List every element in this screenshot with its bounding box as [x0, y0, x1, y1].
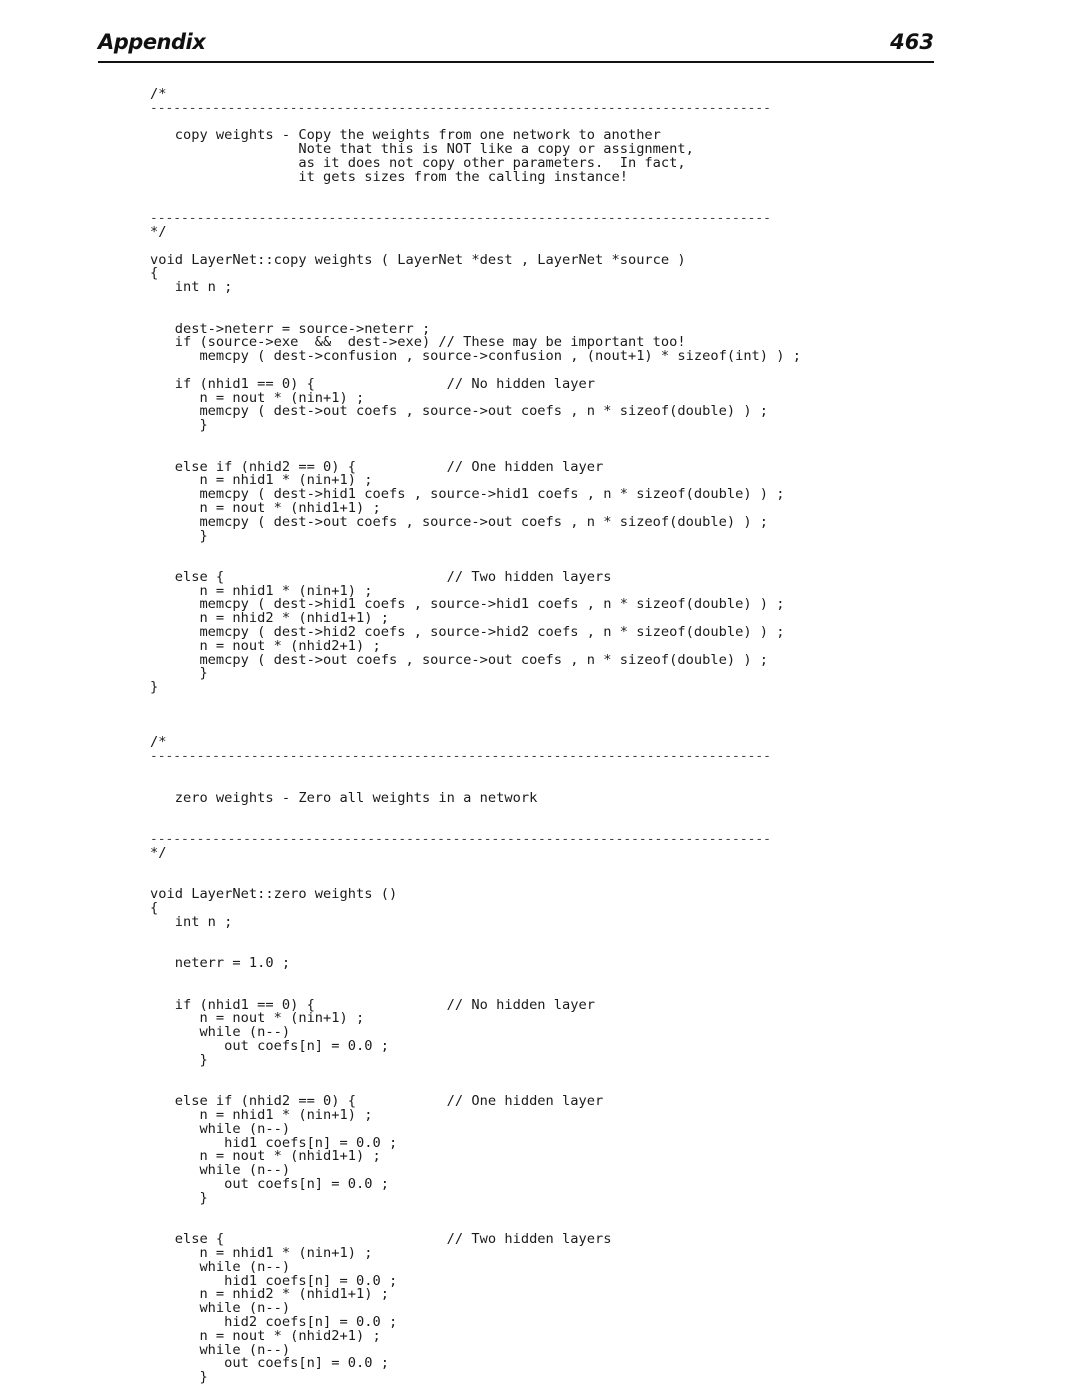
code-line: /* — [150, 88, 167, 102]
code-line — [150, 778, 930, 792]
code-line: */ — [150, 846, 167, 861]
code-line: int n ; — [150, 915, 233, 930]
code-line: while (n--) — [150, 1122, 291, 1137]
code-line: /* — [150, 736, 167, 751]
code-listing — [150, 88, 930, 1385]
code-line — [150, 185, 930, 199]
code-line: hid2 coefs[n] = 0.0 ; — [150, 1315, 398, 1330]
code-line: } — [150, 681, 159, 696]
code-line: hid1 coefs[n] = 0.0 ; — [150, 1136, 398, 1151]
code-line: while (n--) — [150, 1026, 291, 1040]
code-line: n = nhid2 * (nhid1+1) ; — [150, 612, 389, 627]
code-line: { — [150, 902, 159, 916]
code-line: } — [150, 1371, 208, 1385]
code-line — [150, 723, 930, 737]
code-line — [150, 433, 930, 447]
code-line — [150, 447, 930, 461]
code-line: hid1 coefs[n] = 0.0 ; — [150, 1274, 398, 1289]
code-line: memcpy ( dest->confusion , source->confusion , (nout+1) * sizeof(int) ) ; — [150, 350, 802, 364]
code-line — [150, 709, 930, 723]
code-line: } — [150, 667, 208, 682]
code-line — [150, 295, 930, 309]
code-line: as it does not copy other parameters. In fact, — [150, 156, 686, 171]
code-line: n = nout * (nin+1) ; — [150, 391, 365, 406]
code-line: copy weights - Copy the weights from one network to another — [150, 129, 661, 144]
code-line: n = nout * (nin+1) ; — [150, 1012, 365, 1027]
code-line — [150, 874, 930, 888]
code-line — [150, 1206, 930, 1220]
code-line: Note that this is NOT like a copy or assignment, — [150, 143, 694, 157]
code-line: n = nhid1 * (nin+1) ; — [150, 474, 373, 489]
code-line: while (n--) — [150, 1164, 291, 1178]
code-line: else if (nhid2 == 0) { // One hidden layer — [150, 1095, 604, 1109]
code-line: it gets sizes from the calling instance! — [150, 170, 628, 185]
code-line — [150, 557, 930, 571]
code-line: neterr = 1.0 ; — [150, 957, 291, 971]
code-line: memcpy ( dest->out coefs , source->out coefs , n * sizeof(double) ) ; — [150, 405, 769, 420]
code-line: else if (nhid2 == 0) { // One hidden layer — [150, 460, 604, 475]
code-line: } — [150, 1191, 208, 1206]
code-line: n = nhid2 * (nhid1+1) ; — [150, 1288, 389, 1303]
code-line: memcpy ( dest->hid2 coefs , source->hid2 coefs , n * sizeof(double) ) ; — [150, 626, 785, 640]
code-line — [150, 861, 930, 875]
code-line: n = nout * (nhid2+1) ; — [150, 1329, 381, 1344]
code-line — [150, 198, 930, 212]
code-line: } — [150, 419, 208, 433]
code-line: if (nhid1 == 0) { // No hidden layer — [150, 998, 595, 1013]
code-line: n = nhid1 * (nin+1) ; — [150, 1246, 373, 1261]
code-line: memcpy ( dest->hid1 coefs , source->hid1 coefs , n * sizeof(double) ) ; — [150, 488, 785, 502]
code-line: n = nhid1 * (nin+1) ; — [150, 584, 373, 599]
running-head: Appendix — [98, 30, 206, 54]
code-line: n = nout * (nhid1+1) ; — [150, 1150, 381, 1165]
code-line: -------------------------------------------------------------------------------- — [150, 212, 771, 226]
code-line: while (n--) — [150, 1260, 291, 1275]
code-line: out coefs[n] = 0.0 ; — [150, 1039, 389, 1054]
code-line — [150, 543, 930, 557]
header-rule — [98, 61, 934, 63]
code-line — [150, 1068, 930, 1082]
code-line — [150, 364, 930, 378]
code-line — [150, 764, 930, 778]
code-line: out coefs[n] = 0.0 ; — [150, 1357, 389, 1372]
code-line — [150, 930, 930, 944]
code-line: out coefs[n] = 0.0 ; — [150, 1177, 389, 1192]
code-line — [150, 240, 930, 254]
code-line — [150, 309, 930, 323]
code-line — [150, 819, 930, 833]
code-line: memcpy ( dest->hid1 coefs , source->hid1 coefs , n * sizeof(double) ) ; — [150, 598, 785, 613]
code-line: -------------------------------------------------------------------------------- — [150, 750, 771, 765]
code-line: memcpy ( dest->out coefs , source->out coefs , n * sizeof(double) ) ; — [150, 515, 769, 530]
code-line — [150, 971, 930, 985]
code-line: memcpy ( dest->out coefs , source->out coefs , n * sizeof(double) ) ; — [150, 653, 769, 668]
code-line: } — [150, 529, 208, 544]
code-line — [150, 1219, 930, 1233]
code-line — [150, 1081, 930, 1095]
code-line: n = nout * (nhid1+1) ; — [150, 501, 381, 516]
page-header — [98, 30, 934, 60]
code-line — [150, 116, 930, 130]
code-line — [150, 805, 930, 819]
code-line: else { // Two hidden layers — [150, 570, 612, 585]
code-line: void LayerNet::zero weights () — [150, 888, 398, 903]
code-line: dest->neterr = source->neterr ; — [150, 322, 431, 337]
code-line: while (n--) — [150, 1302, 291, 1316]
code-line — [150, 695, 930, 709]
code-line: -------------------------------------------------------------------------------- — [150, 833, 771, 847]
code-line: void LayerNet::copy weights ( LayerNet *dest , LayerNet *source ) — [150, 253, 686, 268]
page-number: 463 — [890, 30, 934, 54]
code-line: if (source->exe && dest->exe) // These may be important too! — [150, 336, 686, 351]
code-line — [150, 943, 930, 957]
code-line: while (n--) — [150, 1343, 291, 1358]
code-line: */ — [150, 225, 167, 240]
code-line: { — [150, 267, 159, 282]
code-line: } — [150, 1053, 208, 1068]
code-line — [150, 985, 930, 999]
code-line: zero weights - Zero all weights in a network — [150, 791, 538, 806]
code-line: n = nout * (nhid2+1) ; — [150, 639, 381, 654]
code-line: n = nhid1 * (nin+1) ; — [150, 1108, 373, 1123]
code-line: int n ; — [150, 281, 233, 295]
code-line: else { // Two hidden layers — [150, 1233, 612, 1247]
code-line: -------------------------------------------------------------------------------- — [150, 101, 771, 116]
code-line: if (nhid1 == 0) { // No hidden layer — [150, 377, 595, 392]
